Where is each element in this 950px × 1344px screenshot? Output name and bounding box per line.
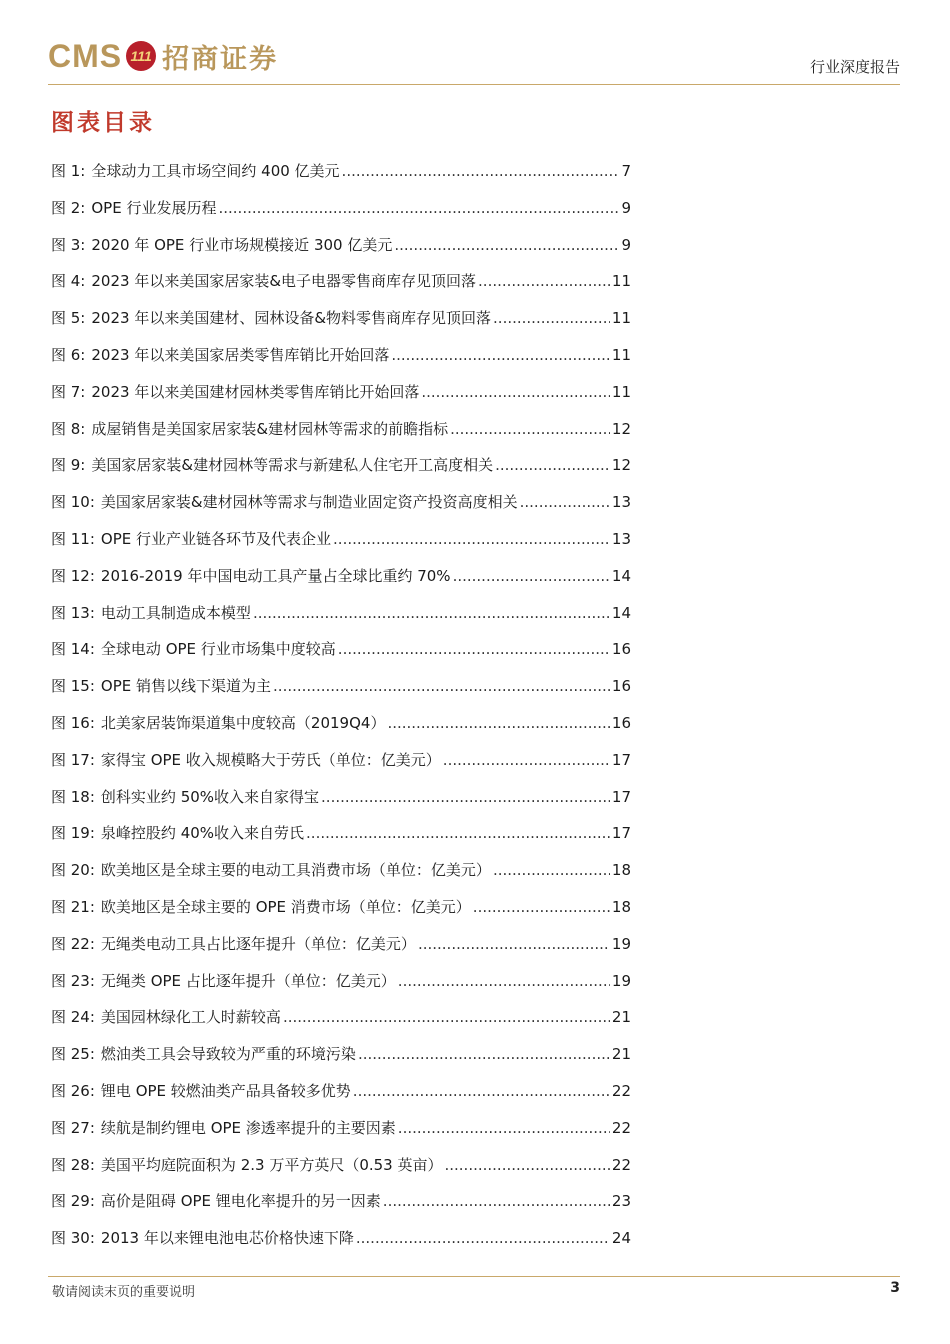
cms-logo <box>48 34 278 78</box>
toc-entry-text: 锂电 OPE 较燃油类产品具备较多优势 <box>100 1081 351 1100</box>
toc-entry-page: 14 <box>611 603 631 622</box>
toc-entry-label: 图 1: <box>51 162 86 180</box>
toc-entry-page: 11 <box>611 272 631 291</box>
toc-entry-leader-dots <box>493 309 610 327</box>
toc-entry-leader-dots <box>333 530 610 548</box>
toc-entry-text: 2013 年以来锂电池电芯价格快速下降 <box>100 1229 354 1248</box>
toc-title: 图表目录 <box>51 110 155 136</box>
toc-entry[interactable] <box>51 454 631 491</box>
toc-entry[interactable] <box>51 1043 631 1080</box>
toc-entry[interactable] <box>51 234 631 271</box>
toc-entry-page: 13 <box>611 529 631 548</box>
toc-entry[interactable] <box>51 1154 631 1191</box>
toc-entry-page: 18 <box>611 861 631 880</box>
toc-entry-label: 图 16: <box>51 713 95 732</box>
toc-entry-text: 2023 年以来美国建材、园林设备&物料零售商库存见顶回落 <box>91 309 492 328</box>
toc-entry-page: 11 <box>611 345 631 364</box>
toc-entry[interactable] <box>51 822 631 859</box>
toc-entry-page: 22 <box>611 1081 631 1100</box>
toc-entry-leader-dots <box>283 1008 610 1026</box>
toc-entry-leader-dots <box>444 1156 609 1174</box>
toc-entry-text: 欧美地区是全球主要的电动工具消费市场（单位：亿美元） <box>100 861 491 880</box>
toc-entry-text: 美国园林绿化工人时薪较高 <box>100 1008 281 1027</box>
toc-entry-text: 欧美地区是全球主要的 OPE 消费市场（单位：亿美元） <box>100 897 471 916</box>
toc-entry-leader-dots <box>391 346 610 364</box>
toc-entry-text: 泉峰控股约 40%收入来自劳氏 <box>100 824 305 843</box>
toc-entry[interactable] <box>51 528 631 565</box>
toc-entry-label: 图 9: <box>51 456 86 475</box>
toc-entry-label: 图 29: <box>51 1192 95 1211</box>
toc-entry-label: 图 12: <box>51 566 95 585</box>
toc-entry-label: 图 30: <box>51 1229 95 1248</box>
toc-entry-leader-dots <box>394 236 619 254</box>
toc-entry-label: 图 5: <box>51 309 86 328</box>
toc-entry[interactable] <box>51 859 631 896</box>
toc-entry-leader-dots <box>358 1045 610 1063</box>
toc-entry-label: 图 10: <box>51 493 95 512</box>
toc-entry-page: 7 <box>621 162 631 180</box>
toc-entry-leader-dots <box>398 972 610 990</box>
toc-entry-page: 21 <box>611 1008 631 1027</box>
toc-entry-text: 创科实业约 50%收入来自家得宝 <box>100 787 320 806</box>
toc-entry[interactable] <box>51 786 631 823</box>
report-type-label: 行业深度报告 <box>809 58 900 76</box>
toc-entry-leader-dots <box>473 898 610 916</box>
toc-entry-label: 图 3: <box>51 235 86 254</box>
toc-entry-text: OPE 行业产业链各环节及代表企业 <box>100 529 332 548</box>
toc-entry-leader-dots <box>478 272 610 290</box>
toc-entry-text: 续航是制约锂电 OPE 渗透率提升的主要因素 <box>100 1118 396 1137</box>
toc-entry-page: 14 <box>611 566 631 585</box>
page-header <box>48 30 900 82</box>
toc-entry-page: 19 <box>611 934 631 953</box>
toc-entry-text: 全球电动 OPE 行业市场集中度较高 <box>100 640 336 659</box>
toc-entry-page: 16 <box>611 677 631 696</box>
toc-entry-text: 2023 年以来美国家居家装&电子电器零售商库存见顶回落 <box>91 272 477 291</box>
toc-entry-page: 17 <box>611 787 631 806</box>
toc-entry[interactable] <box>51 749 631 786</box>
toc-entry-label: 图 13: <box>51 603 95 622</box>
toc-entry-leader-dots <box>520 493 610 511</box>
toc-list <box>51 160 631 1264</box>
toc-entry[interactable] <box>51 896 631 933</box>
toc-entry[interactable] <box>51 1190 631 1227</box>
toc-entry-label: 图 11: <box>51 529 95 548</box>
toc-entry-text: 无绳类 OPE 占比逐年提升（单位：亿美元） <box>100 971 396 990</box>
logo-latin-text: CMS <box>48 37 123 74</box>
toc-entry-page: 24 <box>611 1229 631 1248</box>
toc-entry-label: 图 4: <box>51 272 86 291</box>
toc-entry-text: 全球动力工具市场空间约 400 亿美元 <box>91 162 340 180</box>
toc-entry-label: 图 19: <box>51 824 95 843</box>
toc-entry-text: 高价是阻碍 OPE 锂电化率提升的另一因素 <box>100 1192 381 1211</box>
page-number: 3 <box>890 1280 900 1296</box>
toc-entry[interactable] <box>51 1080 631 1117</box>
toc-entry[interactable] <box>51 381 631 418</box>
toc-entry-page: 12 <box>611 419 631 438</box>
toc-entry[interactable] <box>51 1117 631 1154</box>
toc-entry-leader-dots <box>495 456 610 474</box>
toc-entry-text: OPE 行业发展历程 <box>91 198 217 217</box>
toc-entry-label: 图 7: <box>51 382 86 401</box>
toc-entry-page: 12 <box>611 456 631 475</box>
toc-entry[interactable] <box>51 307 631 344</box>
toc-entry[interactable] <box>51 344 631 381</box>
toc-entry-label: 图 24: <box>51 1008 95 1027</box>
toc-entry[interactable] <box>51 712 631 749</box>
toc-entry-text: 无绳类电动工具占比逐年提升（单位：亿美元） <box>100 934 416 953</box>
toc-entry-text: 2016-2019 年中国电动工具产量占全球比重约 70% <box>100 566 451 585</box>
toc-entry-page: 16 <box>611 640 631 659</box>
toc-entry-page: 9 <box>621 198 631 217</box>
toc-entry-label: 图 15: <box>51 677 95 696</box>
toc-entry-page: 22 <box>611 1118 631 1137</box>
toc-entry[interactable] <box>51 638 631 675</box>
toc-entry-page: 16 <box>611 713 631 732</box>
toc-entry-label: 图 27: <box>51 1118 95 1137</box>
toc-entry-page: 22 <box>611 1155 631 1174</box>
toc-entry-label: 图 20: <box>51 861 95 880</box>
toc-entry-text: OPE 销售以线下渠道为主 <box>100 677 272 696</box>
toc-entry-leader-dots <box>218 199 619 217</box>
toc-entry[interactable] <box>51 197 631 234</box>
toc-entry-leader-dots <box>453 567 610 585</box>
toc-entry-page: 11 <box>611 309 631 328</box>
toc-entry[interactable] <box>51 565 631 602</box>
toc-entry-label: 图 26: <box>51 1081 95 1100</box>
toc-entry-label: 图 28: <box>51 1155 95 1174</box>
toc-entry-leader-dots <box>306 824 610 842</box>
toc-entry[interactable] <box>51 602 631 639</box>
toc-entry[interactable] <box>51 160 631 197</box>
toc-entry-text: 2023 年以来美国家居类零售库销比开始回落 <box>91 345 390 364</box>
toc-entry-label: 图 25: <box>51 1045 95 1064</box>
toc-entry-text: 美国家居家装&建材园林等需求与新建私人住宅开工高度相关 <box>91 456 494 475</box>
logo-badge-icon <box>126 41 156 71</box>
logo-chinese-text: 招商证券 <box>162 43 279 75</box>
toc-entry[interactable] <box>51 970 631 1007</box>
toc-entry-text: 美国家居家装&建材园林等需求与制造业固定资产投资高度相关 <box>100 493 518 512</box>
toc-entry-leader-dots <box>418 935 610 953</box>
toc-entry-text: 电动工具制造成本模型 <box>100 603 251 622</box>
toc-entry-leader-dots <box>353 1082 610 1100</box>
toc-entry-text: 2020 年 OPE 行业市场规模接近 300 亿美元 <box>91 235 393 254</box>
toc-entry[interactable] <box>51 418 631 455</box>
logo-badge-text: 111 <box>130 48 152 64</box>
toc-entry[interactable] <box>51 1227 631 1264</box>
toc-entry-leader-dots <box>493 861 610 879</box>
toc-entry-label: 图 21: <box>51 897 95 916</box>
footer-divider <box>48 1276 900 1277</box>
toc-entry-label: 图 17: <box>51 750 95 769</box>
toc-entry-leader-dots <box>356 1229 610 1247</box>
toc-entry-leader-dots <box>387 714 609 732</box>
toc-entry-leader-dots <box>273 677 610 695</box>
toc-entry-label: 图 18: <box>51 787 95 806</box>
toc-entry-leader-dots <box>443 751 610 769</box>
toc-entry[interactable] <box>51 675 631 712</box>
toc-entry-leader-dots <box>421 383 610 401</box>
toc-entry-page: 17 <box>611 824 631 843</box>
toc-entry-page: 18 <box>611 897 631 916</box>
footer-disclaimer-note: 敬请阅读末页的重要说明 <box>52 1285 196 1300</box>
toc-entry-label: 图 2: <box>51 198 86 217</box>
toc-entry[interactable] <box>51 491 631 528</box>
toc-entry-page: 21 <box>611 1045 631 1064</box>
toc-entry-label: 图 23: <box>51 971 95 990</box>
toc-entry-label: 图 8: <box>51 419 86 438</box>
toc-entry-page: 13 <box>611 493 631 512</box>
toc-entry-text: 2023 年以来美国建材园林类零售库销比开始回落 <box>91 382 420 401</box>
toc-entry-page: 11 <box>611 382 631 401</box>
toc-entry-label: 图 14: <box>51 640 95 659</box>
toc-entry-leader-dots <box>342 162 620 180</box>
toc-entry-leader-dots <box>253 604 610 622</box>
toc-entry-leader-dots <box>338 640 610 658</box>
toc-entry[interactable] <box>51 270 631 307</box>
toc-entry-page: 17 <box>611 750 631 769</box>
toc-entry-leader-dots <box>383 1192 610 1210</box>
toc-entry-text: 成屋销售是美国家居家装&建材园林等需求的前瞻指标 <box>91 419 449 438</box>
toc-entry-text: 美国平均庭院面积为 2.3 万平方英尺（0.53 英亩） <box>100 1155 443 1174</box>
toc-entry[interactable] <box>51 1006 631 1043</box>
toc-entry-page: 19 <box>611 971 631 990</box>
toc-entry-text: 燃油类工具会导致较为严重的环境污染 <box>100 1045 356 1064</box>
toc-entry-leader-dots <box>450 420 610 438</box>
toc-entry[interactable] <box>51 933 631 970</box>
toc-entry-page: 23 <box>611 1192 631 1211</box>
header-divider <box>48 84 900 85</box>
toc-entry-leader-dots <box>398 1119 610 1137</box>
toc-entry-text: 北美家居装饰渠道集中度较高（2019Q4） <box>100 713 386 732</box>
toc-entry-text: 家得宝 OPE 收入规模略大于劳氏（单位：亿美元） <box>100 750 441 769</box>
toc-entry-label: 图 22: <box>51 934 95 953</box>
toc-entry-label: 图 6: <box>51 345 86 364</box>
toc-entry-leader-dots <box>321 788 610 806</box>
toc-entry-page: 9 <box>621 235 631 254</box>
